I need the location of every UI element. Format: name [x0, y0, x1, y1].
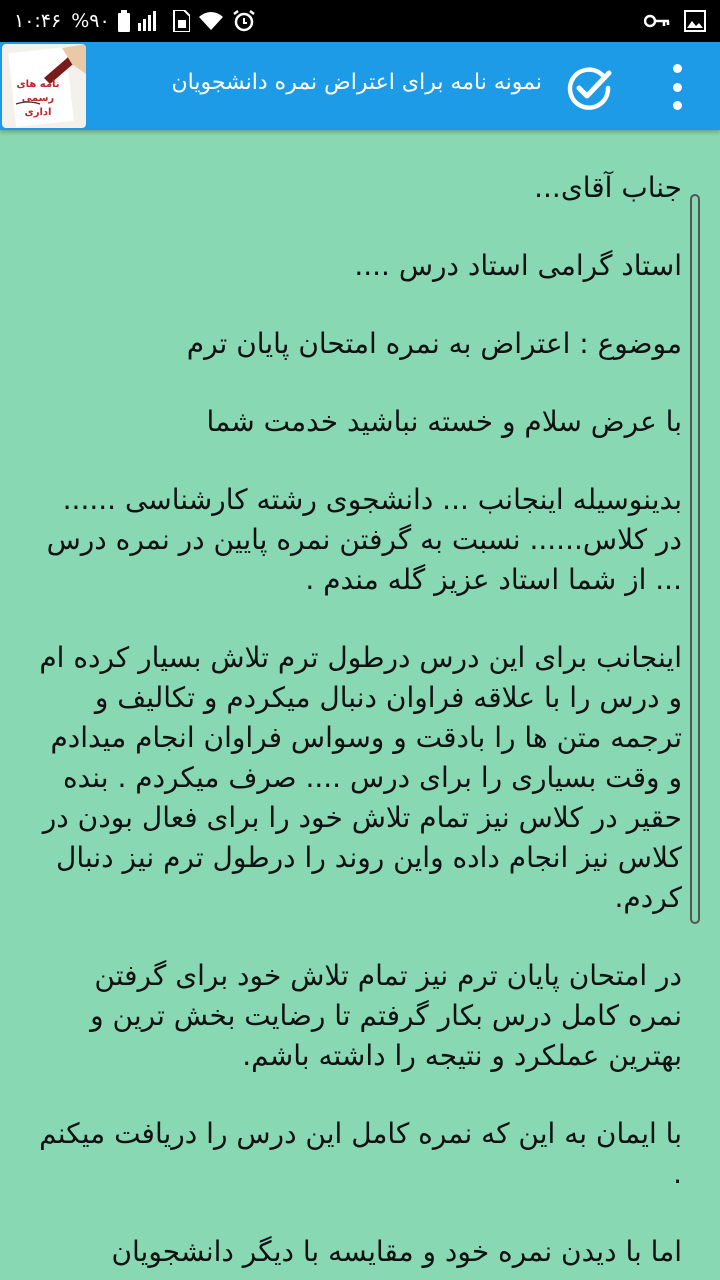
- letter-paragraph: با عرض سلام و خسته نباشید خدمت شما: [206, 405, 682, 438]
- scrollbar[interactable]: [690, 194, 700, 924]
- status-left: [14, 9, 256, 33]
- letter-text: [32, 168, 682, 1280]
- status-icons: [71, 9, 255, 33]
- more-options-icon[interactable]: [662, 62, 692, 112]
- logo-text-line1: نامه های: [16, 79, 60, 90]
- app-logo: [2, 44, 86, 128]
- letter-paragraph: با ایمان به این که نمره کامل این درس را دریافت میکنم .: [39, 1117, 682, 1190]
- battery-percent: %۹۰: [71, 10, 110, 32]
- key-icon: [644, 14, 670, 28]
- letter-paragraph: موضوع : اعتراض به نمره امتحان پایان ترم: [186, 327, 682, 360]
- logo-text-line2: رسمی اداری: [21, 93, 55, 118]
- letter-paragraph: جناب آقای...: [534, 171, 682, 204]
- app-title: نمونه نامه برای اعتراض نمره دانشجویان: [171, 70, 542, 95]
- dot: [673, 64, 682, 73]
- image-icon: [684, 10, 706, 32]
- letter-paragraph: اینجانب برای این درس درطول ترم تلاش بسیار کرده ام و درس را با علاقه فراوان دنبال میکردم و تکالیف و ترجمه متن ها را بادقت و وسواس فراوان انجام میدادم و وقت بسیاری را برای درس .... صرف میکردم . بنده حقیر در کلاس نیز تمام تلاش خود را برای فعال بودن در کلاس نیز انجام داده واین روند را درطول ترم نیز دنبال کردم.: [39, 641, 682, 914]
- dot: [673, 101, 682, 110]
- alarm-icon: [232, 9, 256, 33]
- letter-paragraph: استاد گرامی استاد درس ....: [354, 249, 682, 282]
- signal-icon: [138, 11, 164, 31]
- sim-icon: [172, 10, 190, 32]
- letter-paragraph: در امتحان پایان ترم نیز تمام تلاش خود برای گرفتن نمره کامل درس بکار گرفتم تا رضایت بخش ترین و بهترین عملکرد و نتیجه را داشته باشم.: [90, 959, 682, 1072]
- logo-text: [8, 78, 68, 120]
- clock: ۱۰:۴۶: [14, 10, 62, 32]
- status-right: [644, 10, 706, 32]
- battery-icon: [118, 10, 130, 32]
- check-circle-icon[interactable]: [564, 64, 614, 114]
- status-bar: [0, 0, 720, 42]
- letter-paragraph: بدینوسیله اینجانب ... دانشجوی رشته کارشناسی ...... در کلاس...... نسبت به گرفتن نمره پایین در نمره درس ... از شما استاد عزیز گله مندم .: [46, 483, 682, 596]
- wifi-icon: [198, 11, 224, 31]
- letter-paragraph: اما با دیدن نمره خود و مقایسه با دیگر دانشجویان: [111, 1235, 682, 1268]
- app-bar: [0, 42, 720, 130]
- dot: [673, 83, 682, 92]
- letter-content[interactable]: [0, 130, 720, 1280]
